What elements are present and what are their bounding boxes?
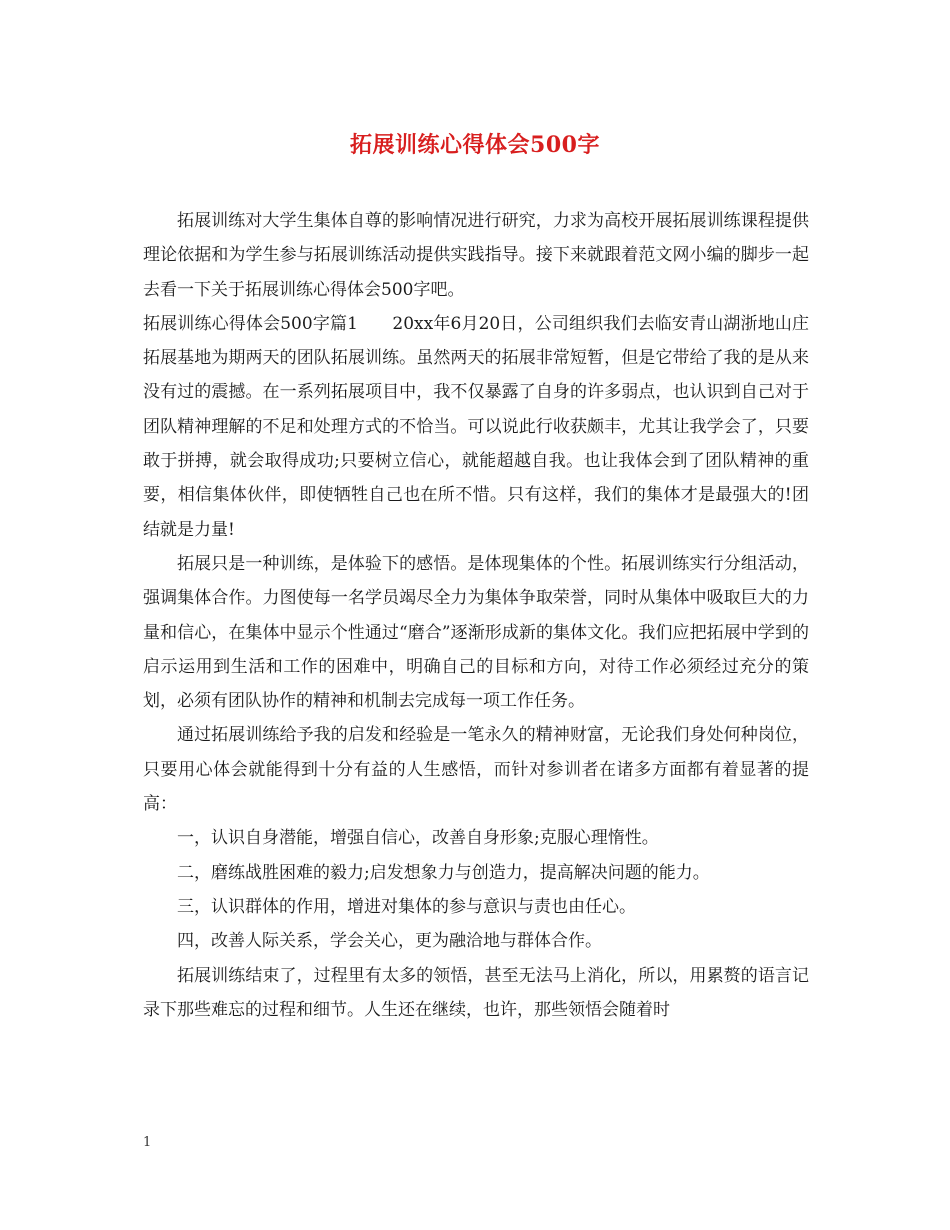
paragraph-section-1: 拓展训练心得体会500字篇1 20xx年6月20日，公司组织我们去临安青山湖浙地山庄拓展基地为期两天的团队拓展训练。虽然两天的拓展非常短暂，但是它带给了我的是从来没有过的震撼。在一系列拓展项目中，我不仅暴露了自身的许多弱点，也认识到自己对于团队精神理解的不足和处理方式的不恰当。可以说此行收获颇丰，尤其让我学会了，只要敢于拼搏，就会取得成功;只要树立信心，就能超越自我。也让我体会到了团队精神的重要，相信集体伙伴，即使牺牲自己也在所不惜。只有这样，我们的集体才是最强大的!团结就是力量!	[143, 313, 809, 540]
list-item-benefit-2: 二，磨练战胜困难的毅力;启发想象力与创造力，提高解决问题的能力。	[177, 862, 710, 883]
paragraph-benefits: 通过拓展训练给予我的启发和经验是一笔永久的精神财富，无论我们身处何种岗位，只要用心体会就能得到十分有益的人生感悟，而针对参训者在诸多方面都有着显著的提高：	[143, 725, 809, 815]
list-item-benefit-4: 四，改善人际关系，学会关心，更为融洽地与群体合作。	[177, 931, 602, 952]
list-item-benefit-1: 一，认识自身潜能，增强自信心，改善自身形象;克服心理惰性。	[177, 828, 659, 849]
paragraph-reflection: 拓展只是一种训练，是体验下的感悟。是体现集体的个性。拓展训练实行分组活动，强调集体合作。力图使每一名学员竭尽全力为集体争取荣誉，同时从集体中吸取巨大的力量和信心，在集体中显示个性通过“磨合”逐渐形成新的集体文化。我们应把拓展中学到的启示运用到生活和工作的困难中，明确自己的目标和方向，对待工作必须经过充分的策划，必须有团队协作的精神和机制去完成每一项工作任务。	[143, 553, 809, 712]
paragraph-conclusion: 拓展训练结束了，过程里有太多的领悟，甚至无法马上消化，所以，用累赘的语言记录下那些难忘的过程和细节。人生还在继续，也许，那些领悟会随着时	[143, 965, 809, 1020]
document-body	[143, 204, 809, 1027]
list-item-benefit-3: 三，认识群体的作用，增进对集体的参与意识与责也由任心。	[177, 896, 636, 917]
paragraph-intro: 拓展训练对大学生集体自尊的影响情况进行研究，力求为高校开展拓展训练课程提供理论依据和为学生参与拓展训练活动提供实践指导。接下来就跟着范文网小编的脚步一起去看一下关于拓展训练心得体会500字吧。	[143, 211, 809, 300]
page-number: 1	[143, 1135, 152, 1150]
document-title: 拓展训练心得体会500字	[350, 132, 600, 158]
